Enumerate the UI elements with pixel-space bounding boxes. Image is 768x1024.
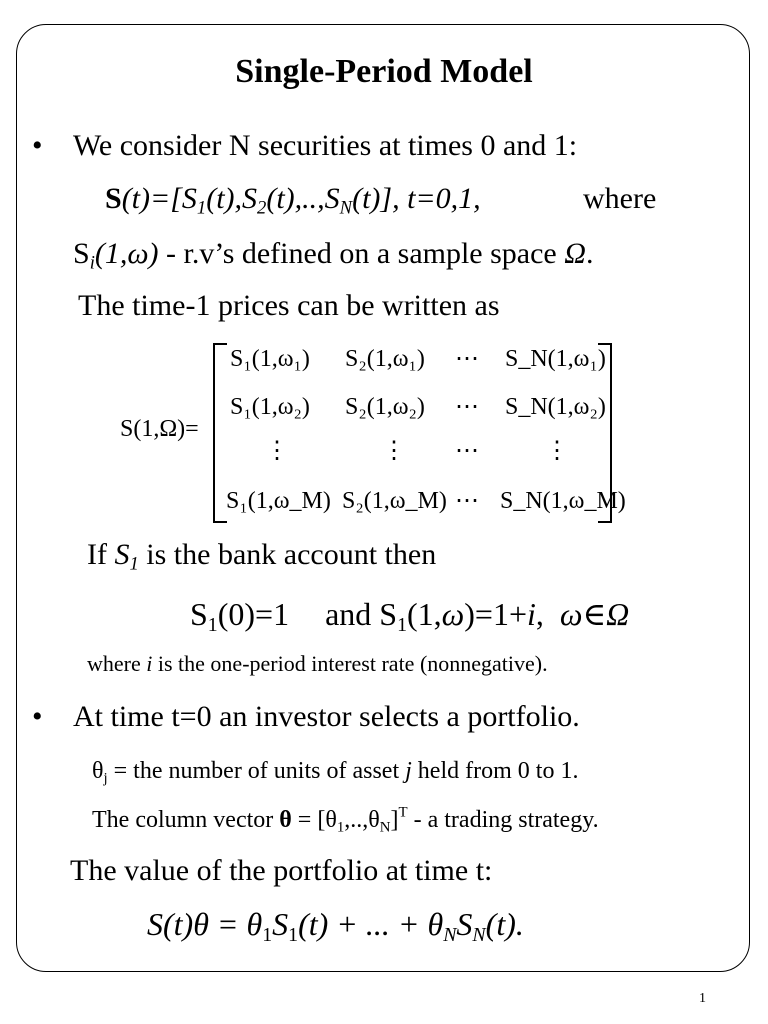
trading-strategy-line: The column vector $\theta = [\theta_1,..,\theta_N]^T - a$ trading strategy. xyxy=(92,804,599,836)
random-variable-line: $S_i(1,\omega)$ - r.v’s defined on a sample space Ω. xyxy=(73,237,594,274)
matrix-cell: S₂(1,ω₁) xyxy=(345,346,425,372)
portfolio-value-line: The value of the portfolio at time t: xyxy=(70,854,493,887)
matrix-cell: S₁(1,ω₂) xyxy=(230,394,310,420)
portfolio-value-equation: $S(t)\theta = \theta_1S_1(t)$ + ... + $\theta_NS_N(t)$. xyxy=(147,906,524,946)
matrix-cell: S₂(1,ω₂) xyxy=(345,394,425,420)
matrix-cell: ⋮ xyxy=(545,438,569,464)
portfolio-line: At time t=0 an investor selects a portfolio. xyxy=(73,700,580,733)
matrix-cell: ⋯ xyxy=(455,346,479,372)
theta-definition: $\theta_j$ = the number of units of asset j held from 0 to 1. xyxy=(92,758,579,787)
price-vector-definition: $S(t)=[S_1(t),S_2(t),..,S_N(t)]$, t=0,1, xyxy=(105,182,481,219)
matrix-cell: S_N(1,ω₂) xyxy=(505,394,606,420)
bank-account-equation: $S_1(0)=1$ and $S_1(1,\omega)=1+i$, ω∈Ω xyxy=(190,596,630,636)
price-matrix xyxy=(120,335,640,527)
matrix-cell: ⋮ xyxy=(382,438,406,464)
matrix-cell: S₁(1,ω_M) xyxy=(226,488,331,514)
matrix-cell: S₂(1,ω_M) xyxy=(342,488,447,514)
intro-line: We consider N securities at times 0 and 1: xyxy=(73,129,578,162)
matrix-cell: ⋮ xyxy=(265,438,289,464)
time1-prices-line: The time-1 prices can be written as xyxy=(78,289,500,322)
bullet-icon: • xyxy=(32,129,43,162)
page-number: 1 xyxy=(699,991,706,1006)
matrix-cell: S_N(1,ω_M) xyxy=(500,488,626,514)
matrix-cell: S_N(1,ω₁) xyxy=(505,346,606,372)
matrix-cell: ⋯ xyxy=(455,488,479,514)
slide-title: Single-Period Model xyxy=(235,53,533,90)
matrix-cell: ⋯ xyxy=(455,438,479,464)
matrix-lhs: S(1,Ω)= xyxy=(120,416,199,442)
bank-account-line: If $S_1$ is the bank account then xyxy=(87,538,437,575)
matrix-cell: S₁(1,ω₁) xyxy=(230,346,310,372)
matrix-left-bracket xyxy=(213,343,227,523)
interest-rate-note: where i is the one-period interest rate (nonnegative). xyxy=(87,651,548,676)
matrix-cell: ⋯ xyxy=(455,394,479,420)
where-label: where xyxy=(583,182,657,215)
bullet-icon: • xyxy=(32,700,43,733)
